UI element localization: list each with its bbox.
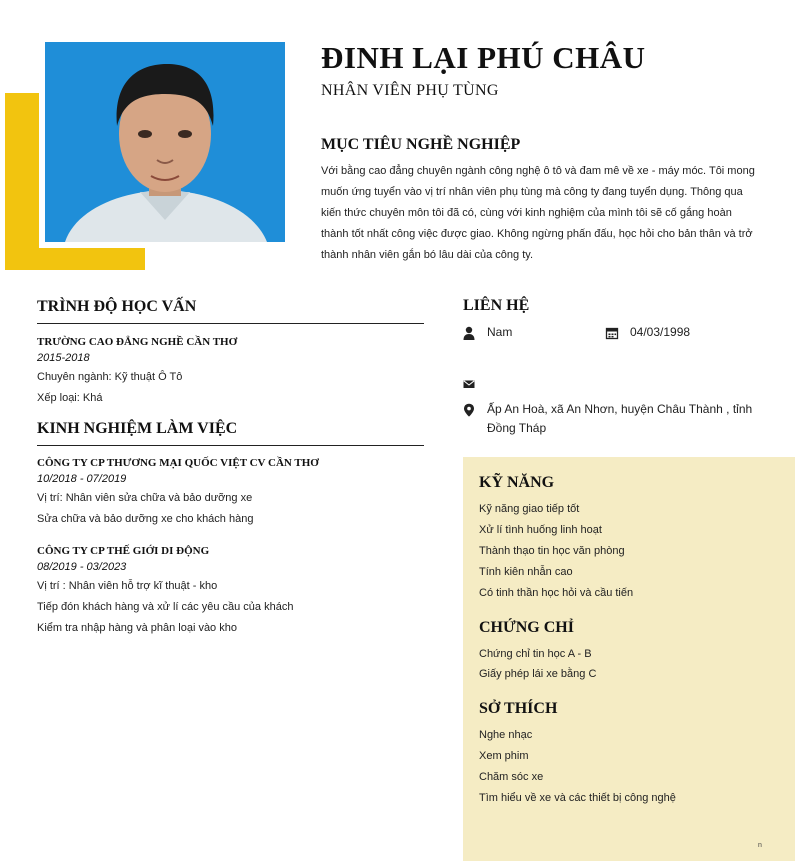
hobby-item: Nghe nhạc	[479, 729, 533, 741]
portrait-illustration	[45, 42, 285, 242]
certificate-item: Giấy phép lái xe bằng C	[479, 668, 597, 680]
education-period: 2015-2018	[37, 352, 90, 364]
gender-value: Nam	[487, 325, 513, 339]
hobby-item: Chăm sóc xe	[479, 771, 544, 783]
calendar-icon	[605, 326, 619, 340]
experience-heading: KINH NGHIỆM LÀM VIỆC	[37, 420, 424, 446]
address-line: Đồng Tháp	[487, 421, 547, 435]
address-value	[487, 400, 777, 438]
education-rank: Xếp loại: Khá	[37, 392, 103, 404]
objective-text: Với bằng cao đẳng chuyên ngành công nghệ ô tô và đam mê về xe - máy móc. Tôi mong muốn ứng tuyển vào vị trí nhân viên phụ tùng mà công ty đang tuyển dụng. Thông qua kiến thức chuyên môn tôi đã có, cùng với kinh nghiệm của mình tôi sẽ cố gắng hoàn thành tốt nhất công việc được giao. Không ngừng phấn đấu, học hỏi cho bản thân và trở thành nhân viên gắn bó lâu dài của công ty.	[321, 165, 755, 261]
certificate-item: Chứng chỉ tin học A - B	[479, 648, 592, 660]
job-line: Sửa chữa và bảo dưỡng xe cho khách hàng	[37, 513, 254, 525]
hobby-item: Xem phim	[479, 750, 529, 762]
person-icon	[462, 326, 476, 340]
job-company: CÔNG TY CP THƯƠNG MẠI QUỐC VIỆT CV CẦN THƠ	[37, 457, 319, 469]
objective-heading: MỤC TIÊU NGHỀ NGHIỆP	[321, 136, 521, 153]
mail-icon	[462, 377, 476, 391]
skill-item: Xử lí tình huống linh hoạt	[479, 524, 602, 536]
school-name: TRƯỜNG CAO ĐẲNG NGHỀ CẦN THƠ	[37, 336, 238, 348]
skills-heading: KỸ NĂNG	[479, 474, 555, 491]
job-company: CÔNG TY CP THẾ GIỚI DI ĐỘNG	[37, 545, 210, 557]
left-column	[37, 298, 424, 636]
job-period: 10/2018 - 07/2019	[37, 473, 127, 485]
job-line: Kiểm tra nhập hàng và phân loại vào kho	[37, 622, 237, 634]
job-line: Tiếp đón khách hàng và xử lí các yêu cầu của khách	[37, 601, 294, 613]
address-line: Ấp An Hoà, xã An Nhơn, huyện Châu Thành , tỉnh	[487, 402, 753, 416]
contact-heading: LIÊN HỆ	[463, 297, 530, 314]
job-title: NHÂN VIÊN PHỤ TÙNG	[321, 82, 499, 99]
education-heading: TRÌNH ĐỘ HỌC VẤN	[37, 298, 424, 324]
birthday-value: 04/03/1998	[630, 325, 691, 339]
certificates-heading: CHỨNG CHỈ	[479, 619, 574, 636]
education-major: Chuyên ngành: Kỹ thuật Ô Tô	[37, 371, 183, 383]
candidate-name: ĐINH LẠI PHÚ CHÂU	[321, 40, 646, 75]
skill-item: Có tinh thần học hỏi và cầu tiến	[479, 587, 634, 599]
job-line: Vị trí : Nhân viên hỗ trợ kĩ thuật - kho	[37, 580, 218, 592]
job-period: 08/2019 - 03/2023	[37, 561, 127, 573]
hobby-item: Tìm hiểu về xe và các thiết bị công nghệ	[479, 792, 676, 804]
skill-item: Kỹ năng giao tiếp tốt	[479, 503, 580, 515]
footer-mark: n	[758, 842, 762, 849]
skills-panel	[463, 457, 795, 861]
job-line: Vị trí: Nhân viên sửa chữa và bảo dưỡng xe	[37, 492, 253, 504]
skill-item: Thành thạo tin học văn phòng	[479, 545, 625, 557]
skill-item: Tính kiên nhẫn cao	[479, 566, 573, 578]
profile-photo	[45, 42, 285, 242]
hobbies-heading: SỞ THÍCH	[479, 700, 558, 717]
location-pin-icon	[462, 403, 476, 417]
